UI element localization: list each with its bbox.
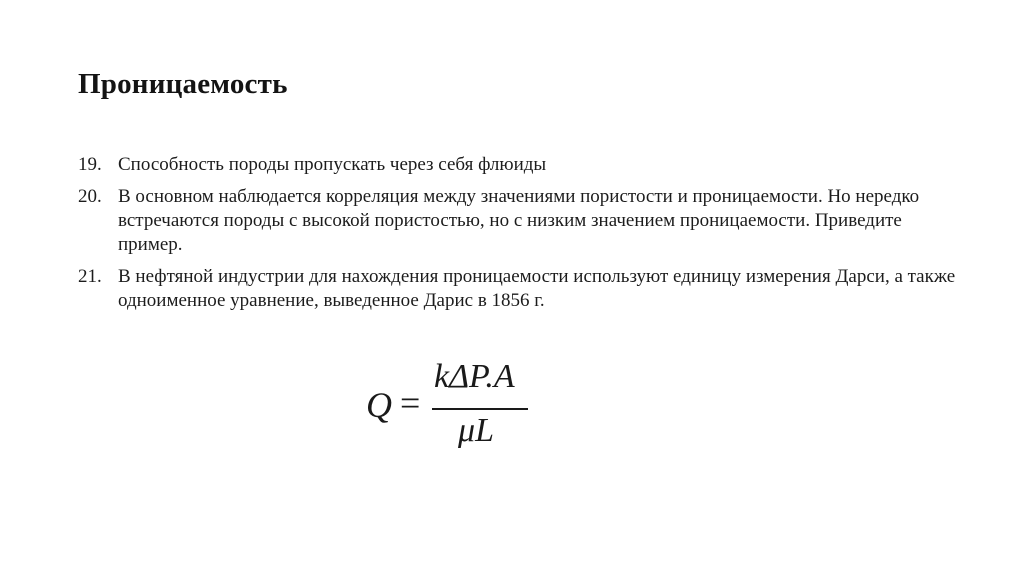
list-item-text: В основном наблюдается корреляция между значениями пористости и проницаемости. Но нередко встречаются породы с высокой пористостью, но с низким значением проницаемости. Приведите пример. <box>118 186 920 255</box>
list-item-text: В нефтяной индустрии для нахождения проницаемости используют единицу измерения Дарси, а также одноименное уравнение, выведенное Дарис в 1856 г. <box>118 266 956 311</box>
fraction-line <box>432 408 528 410</box>
formula-equals: = <box>400 383 421 423</box>
formula-lhs: Q <box>366 385 392 425</box>
list-item-number: 21. <box>78 266 102 287</box>
slide-title: Проницаемость <box>78 68 288 100</box>
list-item-text: Способность породы пропускать через себя флюиды <box>118 154 547 175</box>
numbered-list <box>78 153 958 321</box>
list-item <box>78 265 958 313</box>
formula-numerator: kΔP.A <box>434 358 515 395</box>
list-item-number: 19. <box>78 154 102 175</box>
darcy-formula <box>366 358 536 462</box>
list-item <box>78 153 958 177</box>
list-item <box>78 185 958 257</box>
list-item-number: 20. <box>78 186 102 207</box>
formula-denominator: μL <box>458 412 494 449</box>
